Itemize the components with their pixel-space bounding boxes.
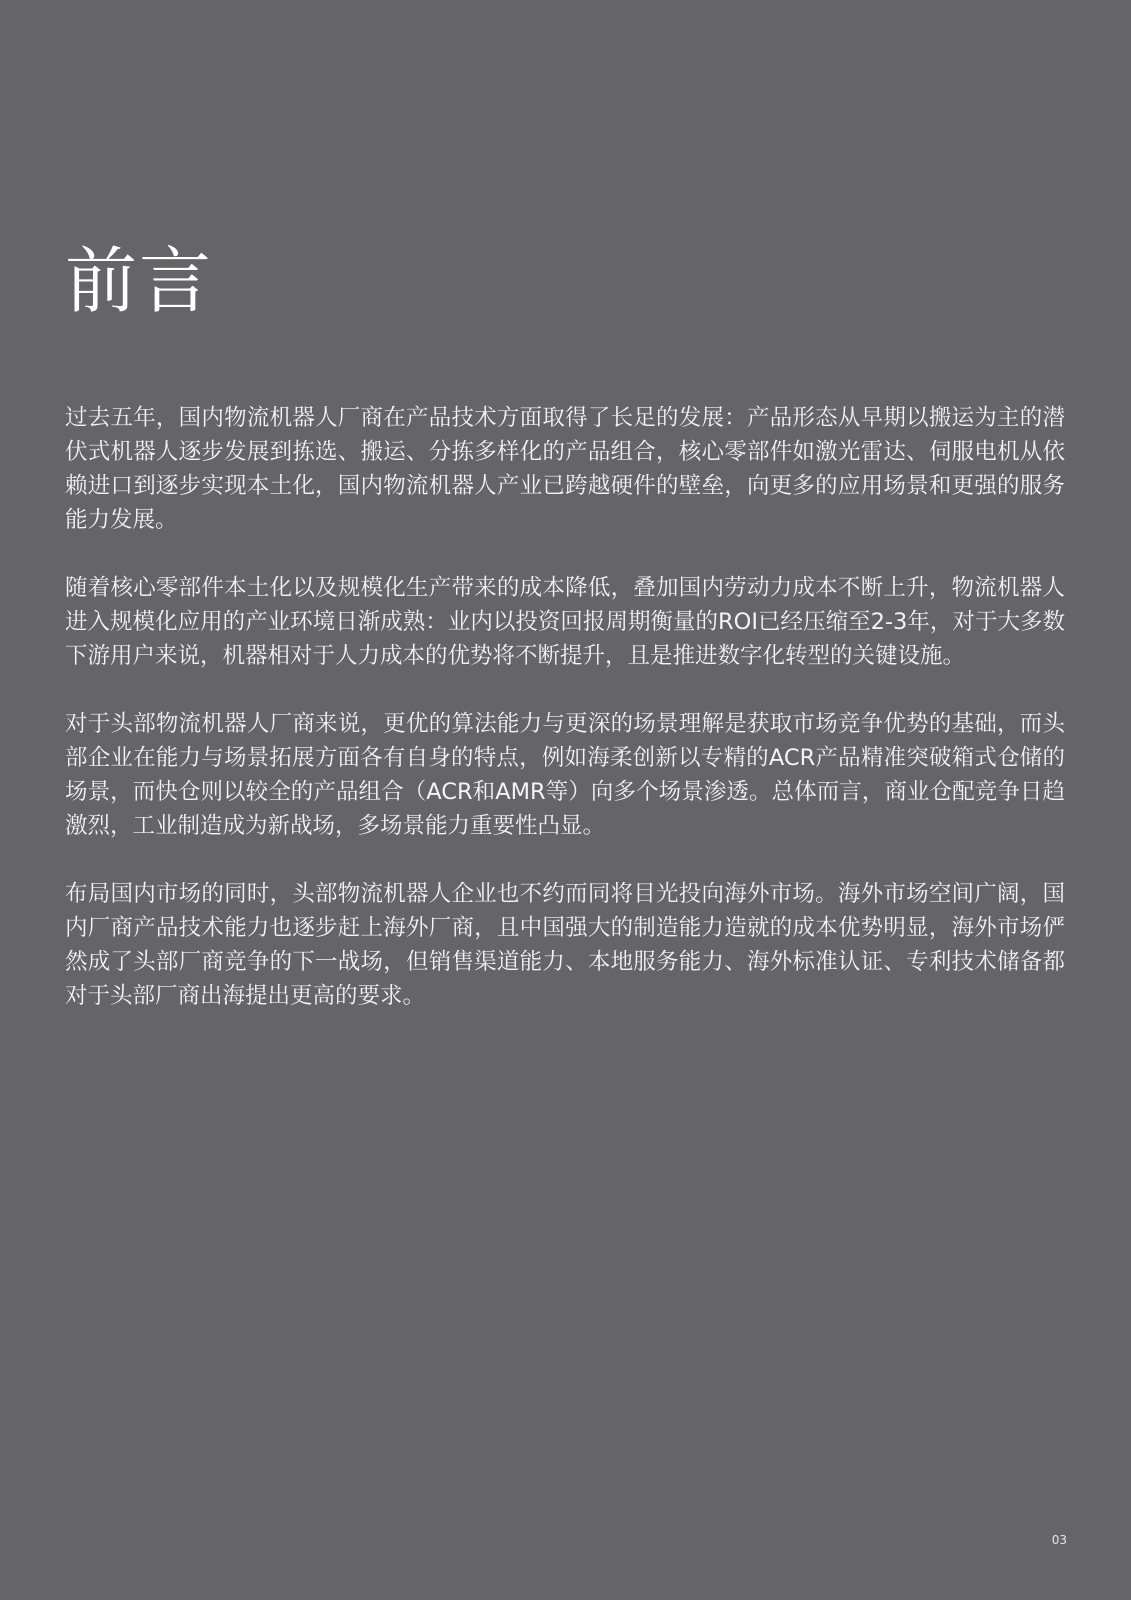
page-title: 前言: [65, 239, 214, 323]
paragraph-2: 随着核心零部件本土化以及规模化生产带来的成本降低，叠加国内劳动力成本不断上升，物流机器人进入规模化应用的产业环境日渐成熟：业内以投资回报周期衡量的ROI已经压缩至2-3年，对于大多数下游用户来说，机器相对于人力成本的优势将不断提升，且是推进数字化转型的关键设施。: [65, 575, 1065, 669]
paragraph-3: 对于头部物流机器人厂商来说，更优的算法能力与更深的场景理解是获取市场竞争优势的基础，而头部企业在能力与场景拓展方面各有自身的特点，例如海柔创新以专精的ACR产品精准突破箱式仓储的场景，而快仓则以较全的产品组合（ACR和AMR等）向多个场景渗透。总体而言，商业仓配竞争日趋激烈，工业制造成为新战场，多场景能力重要性凸显。: [65, 711, 1065, 839]
page-number: 03: [1051, 1533, 1067, 1547]
paragraph-1: 过去五年，国内物流机器人厂商在产品技术方面取得了长足的发展：产品形态从早期以搬运为主的潜伏式机器人逐步发展到拣选、搬运、分拣多样化的产品组合，核心零部件如激光雷达、伺服电机从依赖进口到逐步实现本土化，国内物流机器人产业已跨越硬件的壁垒，向更多的应用场景和更强的服务能力发展。: [65, 405, 1065, 533]
paragraph-4: 布局国内市场的同时，头部物流机器人企业也不约而同将目光投向海外市场。海外市场空间广阔，国内厂商产品技术能力也逐步赶上海外厂商，且中国强大的制造能力造就的成本优势明显，海外市场俨然成了头部厂商竞争的下一战场，但销售渠道能力、本地服务能力、海外标准认证、专利技术储备都对于头部厂商出海提出更高的要求。: [65, 881, 1065, 1009]
body-text: [65, 401, 1065, 1047]
